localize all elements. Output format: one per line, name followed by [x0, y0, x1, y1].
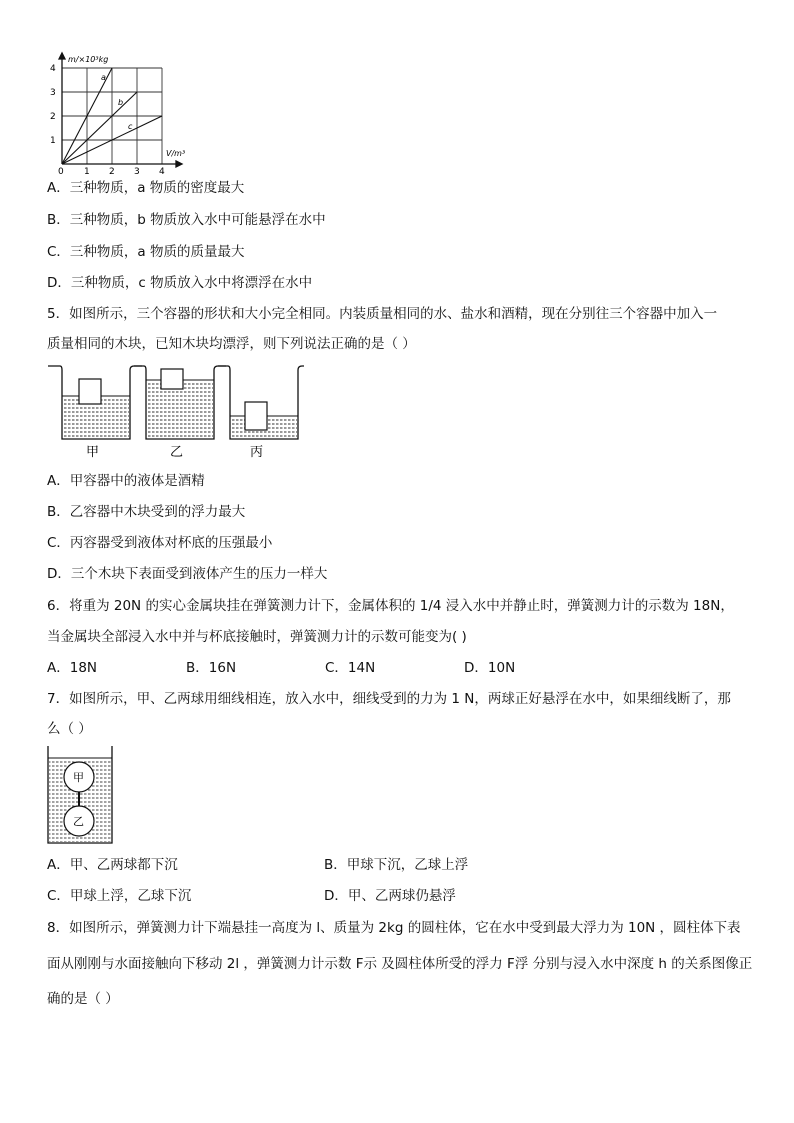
- y-tick: 1: [50, 136, 56, 146]
- q5-stem-line1: 5．如图所示，三个容器的形状和大小完全相同。内装质量相同的水、盐水和酒精，现在分别往三个容器中加入一: [47, 306, 718, 322]
- x-tick: 4: [159, 167, 165, 176]
- ball-label-jia: 甲: [73, 771, 84, 784]
- q5-option-a: A．甲容器中的液体是酒精: [47, 473, 205, 489]
- q5-option-b: B．乙容器中木块受到的浮力最大: [47, 504, 246, 520]
- q6-option-c: C．14N: [325, 660, 376, 676]
- q7-stem-line2: 么（ ）: [47, 721, 92, 737]
- q7-option-b: B．甲球下沉，乙球上浮: [324, 857, 469, 873]
- y-tick: 3: [50, 88, 56, 98]
- x-axis-label: V/m³: [166, 149, 186, 158]
- q7-option-a: A．甲、乙两球都下沉: [47, 857, 178, 873]
- q5-option-d: D．三个木块下表面受到液体产生的压力一样大: [47, 566, 328, 582]
- q6-option-a: A．18N: [47, 660, 98, 676]
- q4-option-d: D．三种物质，c 物质放入水中将漂浮在水中: [47, 275, 313, 291]
- q4-option-c: C．三种物质，a 物质的质量最大: [47, 244, 245, 260]
- line-label-a: a: [101, 73, 106, 82]
- ball-label-yi: 乙: [73, 815, 84, 828]
- container-yi: [134, 366, 226, 439]
- q4-option-b: B．三种物质，b 物质放入水中可能悬浮在水中: [47, 212, 326, 228]
- q7-option-c: C．甲球上浮，乙球下沉: [47, 888, 192, 904]
- q6-stem-line1: 6．将重为 20N 的实心金属块挂在弹簧测力计下，金属体积的 1/4 浸入水中并静止时，弹簧测力计的示数为 18N，: [47, 598, 734, 614]
- container-jia: [48, 366, 142, 439]
- x-tick: 3: [134, 167, 140, 176]
- line-label-b: b: [118, 98, 124, 107]
- q4-option-a: A．三种物质，a 物质的密度最大: [47, 180, 245, 196]
- q7-option-d: D．甲、乙两球仍悬浮: [324, 888, 456, 904]
- q6-option-b: B．16N: [186, 660, 237, 676]
- y-tick: 4: [50, 64, 56, 74]
- mass-volume-graph-svg: [40, 50, 200, 176]
- x-tick: 1: [84, 167, 90, 176]
- two-balls-figure: [44, 744, 116, 846]
- container-label-yi: 乙: [170, 445, 184, 460]
- q6-option-d: D．10N: [464, 660, 516, 676]
- container-label-jia: 甲: [86, 445, 100, 460]
- line-label-c: c: [128, 122, 133, 131]
- y-tick: 2: [50, 112, 56, 122]
- container-bing: [218, 366, 304, 439]
- q8-stem-line3: 确的是（ ）: [47, 991, 119, 1007]
- q7-stem-line1: 7．如图所示，甲、乙两球用细线相连，放入水中，细线受到的力为 1 N，两球正好悬浮在水中，如果细线断了，那: [47, 691, 731, 707]
- container-label-bing: 丙: [250, 445, 264, 460]
- q5-option-c: C．丙容器受到液体对杯底的压强最小: [47, 535, 273, 551]
- mass-volume-graph: [40, 50, 200, 176]
- y-axis-label: m/×10³kg: [68, 55, 109, 64]
- x-tick: 0: [58, 167, 64, 176]
- q8-stem-line1: 8．如图所示，弹簧测力计下端悬挂一高度为 l、质量为 2kg 的圆柱体，它在水中受到最大浮力为 10N ，圆柱体下表: [47, 920, 741, 936]
- q6-stem-line2: 当金属块全部浸入水中并与杯底接触时，弹簧测力计的示数可能变为( ): [47, 629, 467, 645]
- three-containers-figure: [44, 362, 304, 462]
- q5-stem-line2: 质量相同的木块，已知木块均漂浮，则下列说法正确的是（ ）: [47, 336, 416, 352]
- q8-stem-line2: 面从刚刚与水面接触向下移动 2l ，弹簧测力计示数 F示 及圆柱体所受的浮力 F浮 分别与浸入水中深度 h 的关系图像正: [47, 956, 753, 972]
- x-tick: 2: [109, 167, 115, 176]
